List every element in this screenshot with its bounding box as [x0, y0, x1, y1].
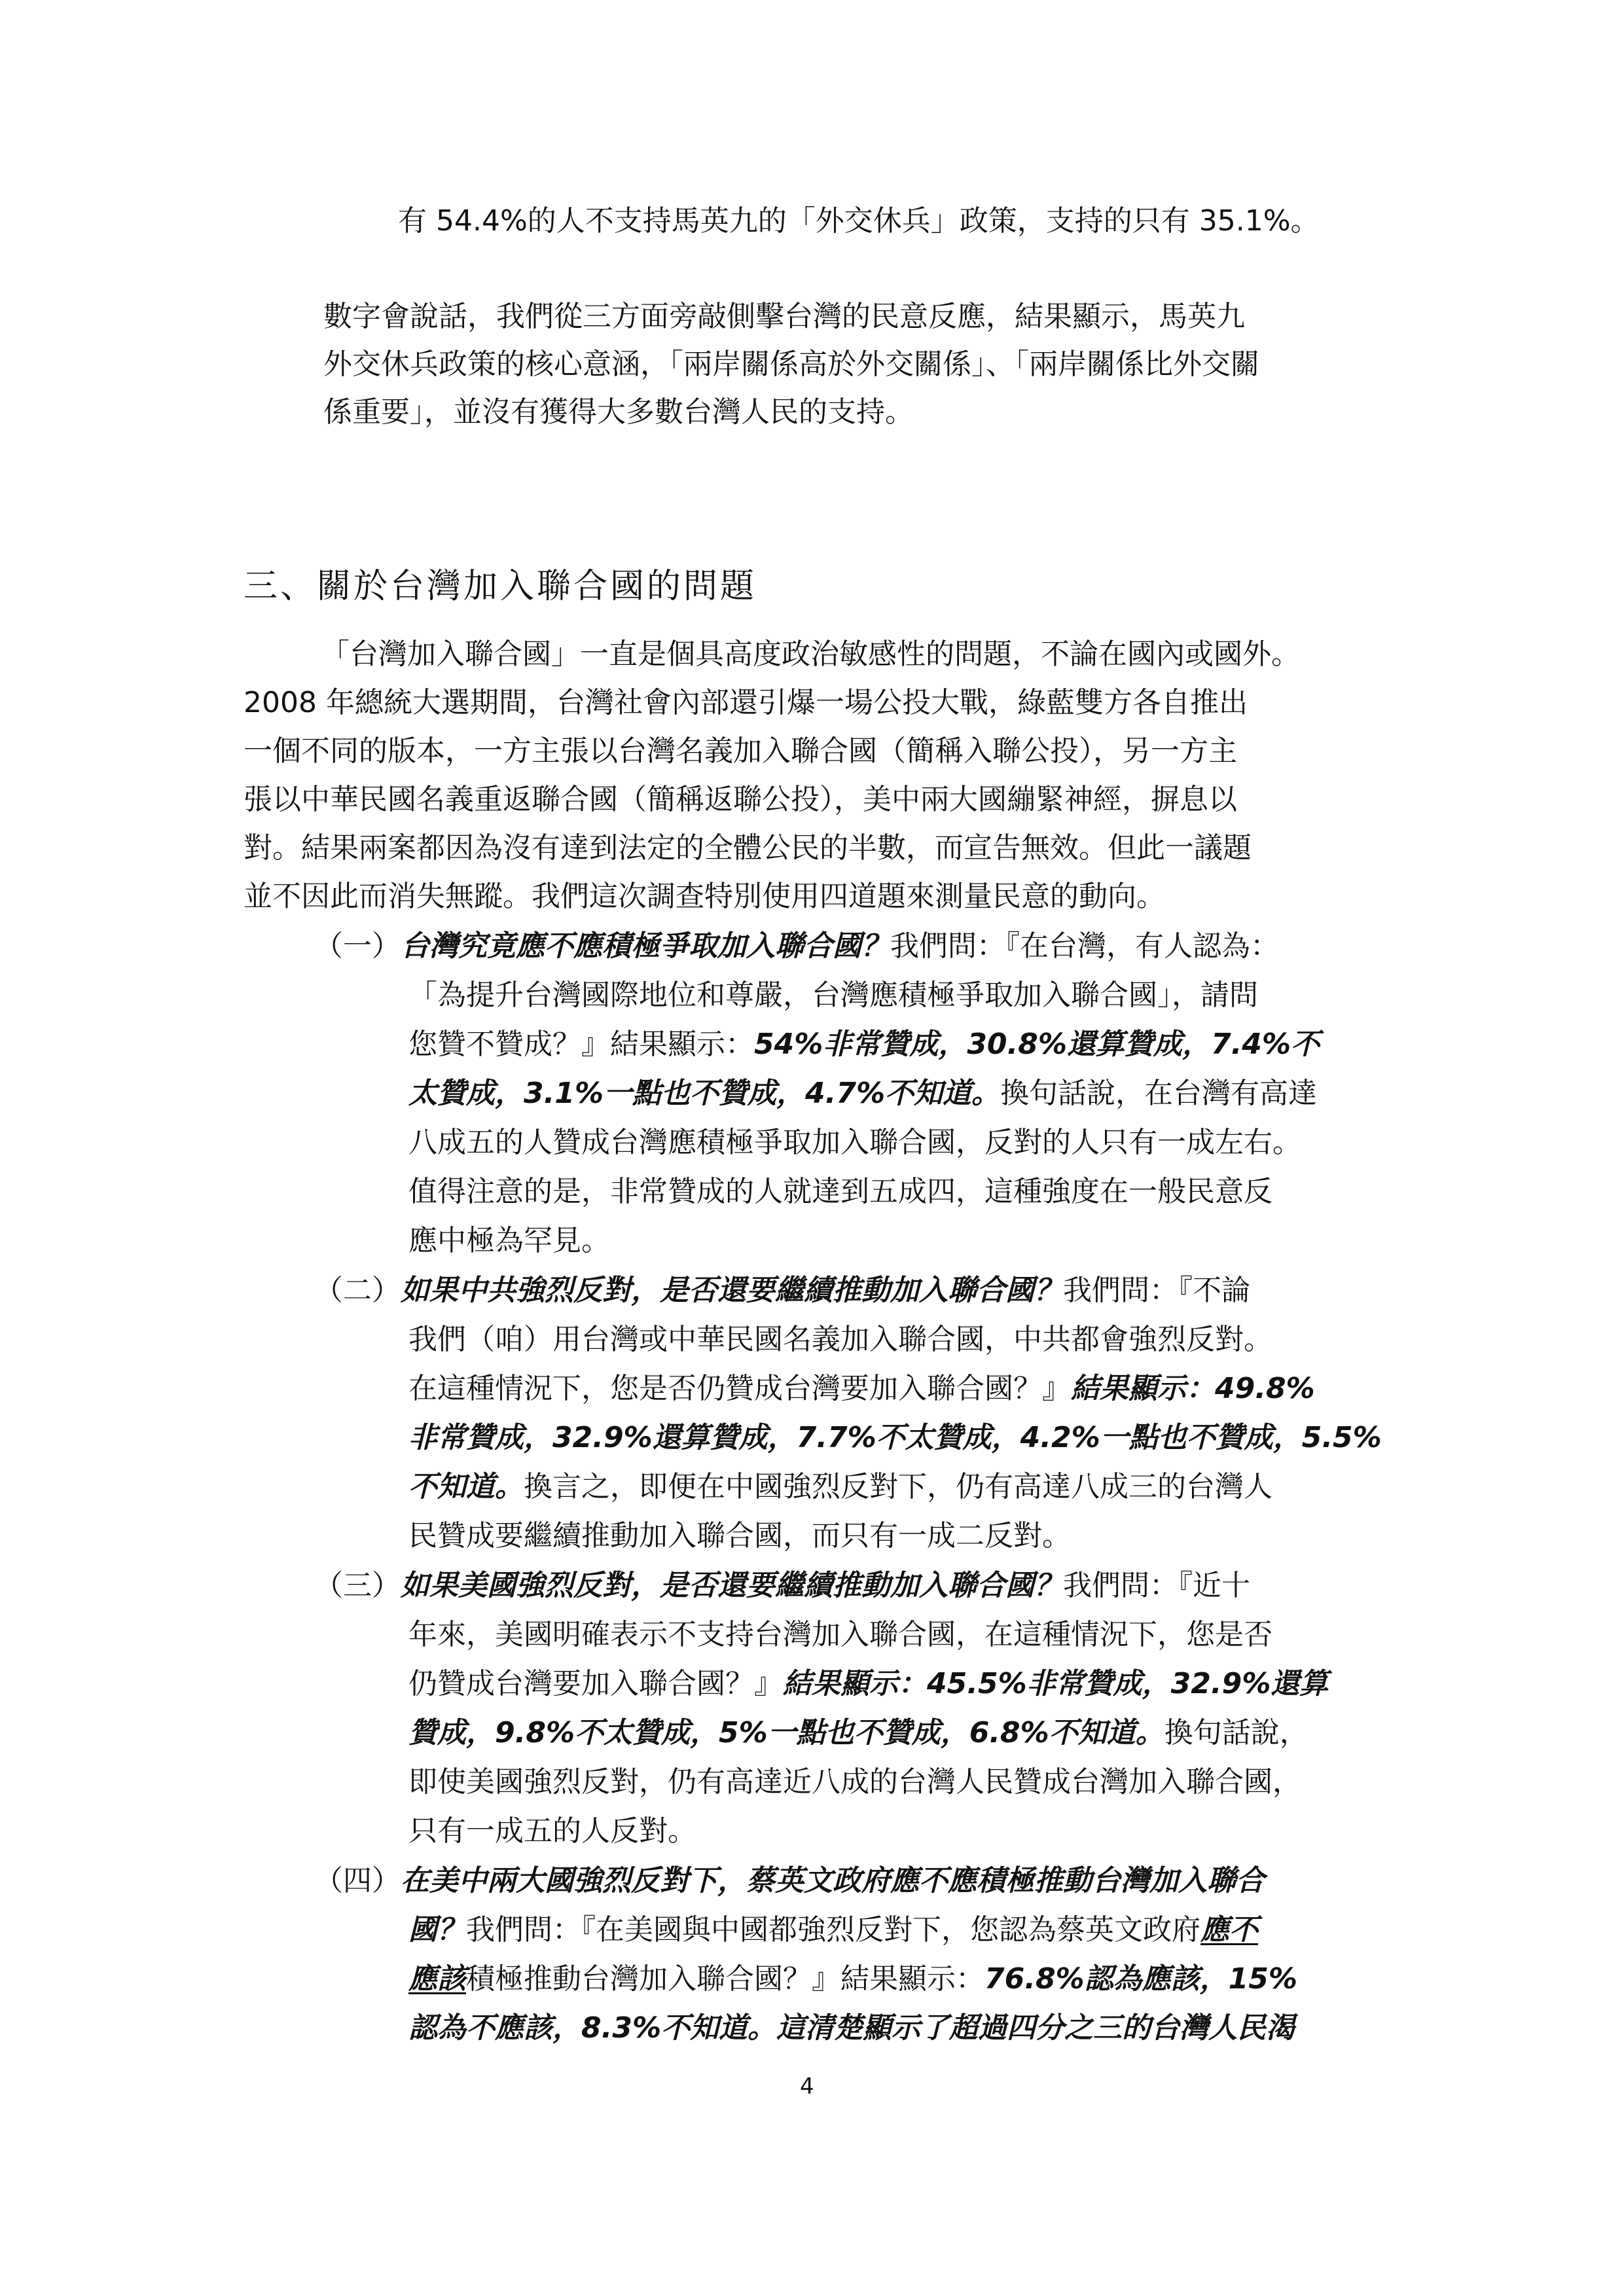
summary-line-2: 外交休兵政策的核心意涵，「兩岸關係高於外交關係」、「兩岸關係比外交關 [323, 348, 1259, 381]
item-line [408, 1079, 1317, 1108]
item-line [408, 1716, 1308, 1749]
item-result: 結果顯示：49.8% [1071, 1372, 1315, 1405]
item-question: 台灣究竟應不應積極爭取加入聯合國？ [401, 929, 890, 963]
item-text: 積極推動台灣加入聯合國？』結果顯示： [466, 1962, 984, 1996]
item-marker-text: （一） [314, 929, 401, 963]
item-result-line: 認為不應該，8.3%不知道。這清楚顯示了超過四分之三的台灣人民渴 [408, 2011, 1295, 2045]
item-marker [314, 929, 1279, 963]
intro-line: 有 54.4%的人不支持馬英九的「外交休兵」政策，支持的只有 35.1%。 [398, 204, 1320, 238]
item-result-line: 非常贊成，32.9%還算贊成，7.7%不太贊成，4.2%一點也不贊成，5.5% [408, 1421, 1382, 1454]
item-text: 我們問：『近十 [1063, 1569, 1250, 1602]
item-question: 如果中共強烈反對，是否還要繼續推動加入聯合國？ [401, 1274, 1063, 1307]
item-text: 換句話說，在台灣有高達 [1000, 1077, 1318, 1110]
paragraph-line-6: 並不因此而消失無蹤。我們這次調查特別使用四道題來測量民意的動向。 [244, 880, 1165, 913]
summary-line-1: 數字會說話，我們從三方面旁敲側擊台灣的民意反應，結果顯示，馬英九 [323, 300, 1245, 333]
item-result: 54%非常贊成，30.8%還算贊成，7.4%不 [754, 1028, 1320, 1061]
item-result: 太贊成，3.1%一點也不贊成，4.7%不知道。 [408, 1077, 1001, 1110]
item-text: 我們問：『在美國與中國都強烈反對下，您認為蔡英文政府 [466, 1913, 1200, 1946]
item-marker [314, 1276, 1250, 1305]
paragraph-line-3: 一個不同的版本，一方主張以台灣名義加入聯合國（簡稱入聯公投），另一方主 [244, 734, 1237, 768]
paragraph-line-4: 張以中華民國名義重返聯合國（簡稱返聯公投），美中兩大國繃緊神經，摒息以 [244, 783, 1237, 816]
summary-line-3: 係重要」，並沒有獲得大多數台灣人民的支持。 [323, 395, 914, 429]
item-question: 在美中兩大國強烈反對下，蔡英文政府應不應積極推動台灣加入聯合 [401, 1864, 1265, 1897]
item-question: 如果美國強烈反對，是否還要繼續推動加入聯合國？ [401, 1569, 1063, 1602]
item-line [408, 1962, 1297, 1996]
item-line [408, 1030, 1320, 1059]
item-text: 我們問：『在台灣，有人認為： [890, 929, 1279, 963]
item-line: 「為提升台灣國際地位和尊嚴，台灣應積極爭取加入聯合國」，請問 [408, 978, 1258, 1012]
item-emphasis: 應該 [408, 1962, 466, 1996]
item-line [408, 1470, 1272, 1503]
item-marker-text: （二） [314, 1274, 401, 1307]
paragraph-line-2: 2008 年總統大選期間，台灣社會內部還引爆一場公投大戰，綠藍雙方各自推出 [244, 686, 1248, 719]
item-line: 只有一成五的人反對。 [408, 1814, 696, 1848]
item-result: 不知道。 [408, 1470, 524, 1503]
section-heading: 三、關於台灣加入聯合國的問題 [244, 567, 757, 606]
item-text: 換言之，即便在中國強烈反對下，仍有高達八成三的台灣人 [524, 1470, 1272, 1503]
item-line: 八成五的人贊成台灣應積極爭取加入聯合國，反對的人只有一成左右。 [408, 1126, 1301, 1159]
item-emphasis: 應不 [1200, 1913, 1258, 1946]
item-marker [314, 1571, 1250, 1600]
paragraph-line-1: 「台灣加入聯合國」一直是個具高度政治敏感性的問題，不論在國內或國外。 [321, 637, 1300, 671]
item-line: 即使美國強烈反對，仍有高達近八成的台灣人民贊成台灣加入聯合國， [408, 1765, 1301, 1799]
item-line: 應中極為罕見。 [408, 1224, 610, 1257]
item-result: 結果顯示：45.5%非常贊成，32.9%還算 [783, 1667, 1329, 1700]
item-text: 在這種情況下，您是否仍贊成台灣要加入聯合國？』 [408, 1372, 1071, 1405]
item-question: 國？ [408, 1913, 466, 1946]
item-line [408, 1913, 1258, 1946]
paragraph-line-5: 對。結果兩案都因為沒有達到法定的全體公民的半數，而宣告無效。但此一議題 [244, 831, 1252, 865]
item-result: 76.8%認為應該，15% [984, 1962, 1297, 1996]
item-result: 贊成，9.8%不太贊成，5%一點也不贊成，6.8%不知道。 [408, 1716, 1164, 1749]
item-text: 您贊不贊成？』結果顯示： [408, 1028, 754, 1061]
item-text: 換句話說， [1164, 1716, 1308, 1749]
item-marker-text: （四） [314, 1864, 401, 1897]
item-text: 仍贊成台灣要加入聯合國？』 [408, 1667, 783, 1700]
page-number: 4 [800, 2073, 814, 2100]
item-line: 年來，美國明確表示不支持台灣加入聯合國，在這種情況下，您是否 [408, 1618, 1272, 1651]
item-line: 民贊成要繼續推動加入聯合國，而只有一成二反對。 [408, 1519, 1071, 1552]
item-text: 我們問：『不論 [1063, 1274, 1250, 1307]
item-line [408, 1374, 1315, 1403]
item-marker-text: （三） [314, 1569, 401, 1602]
item-marker [314, 1864, 1265, 1897]
item-line [408, 1667, 1329, 1700]
item-line: 我們（咱）用台灣或中華民國名義加入聯合國，中共都會強烈反對。 [408, 1323, 1272, 1356]
item-line: 值得注意的是，非常贊成的人就達到五成四，這種強度在一般民意反 [408, 1175, 1272, 1208]
